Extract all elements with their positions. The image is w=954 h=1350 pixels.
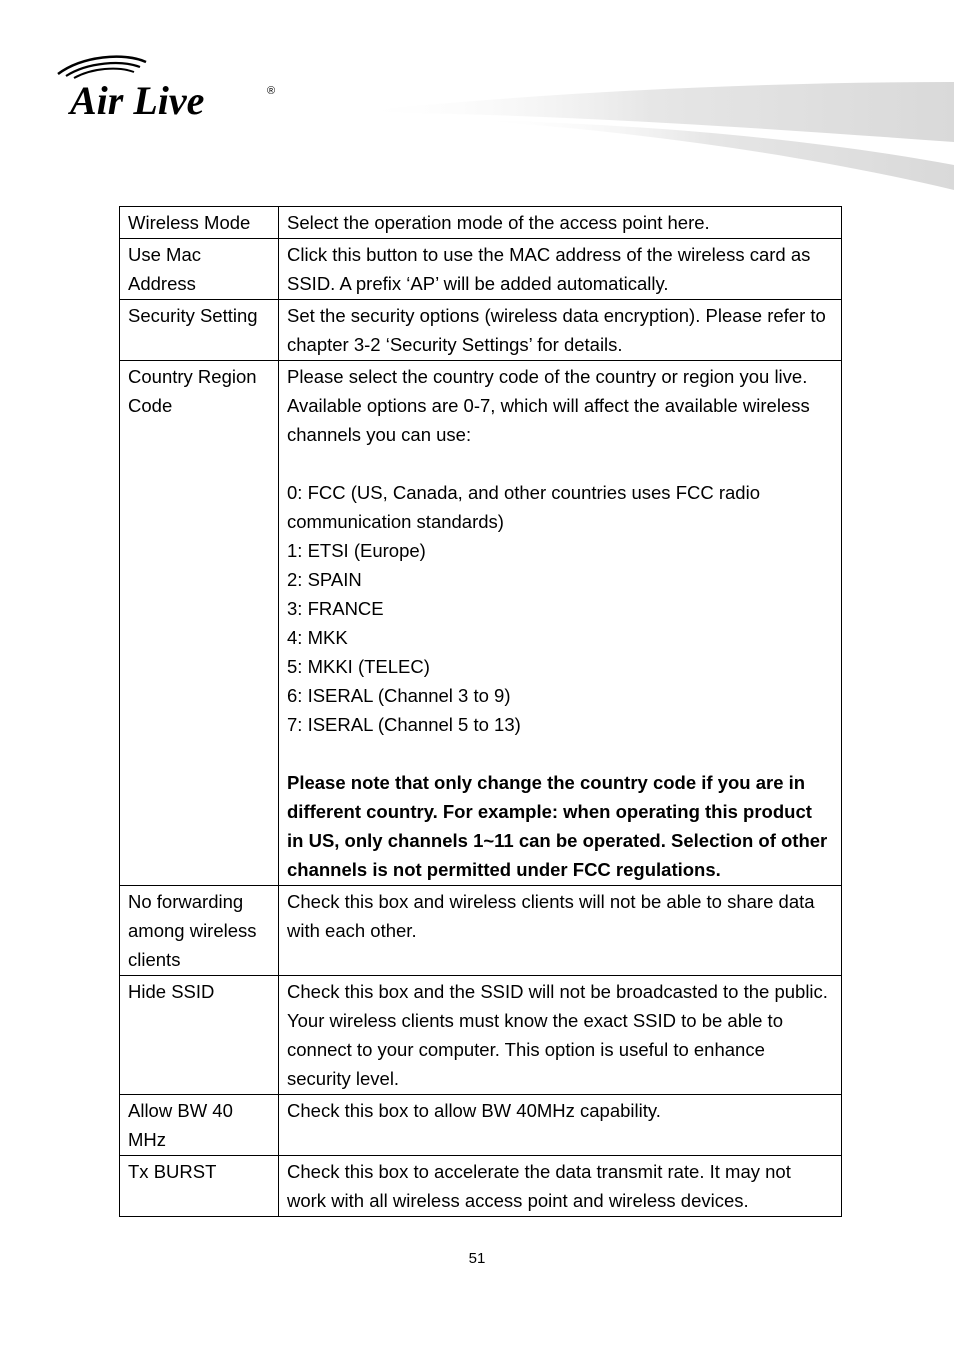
country-code-option: 6: ISERAL (Channel 3 to 9) bbox=[287, 685, 511, 706]
fcc-warning-note: Please note that only change the country code if you are in different country. For example: when operating this product in US, only channels 1~11 can be operated. Selection of other channels is not permitted under FCC regulations. bbox=[287, 772, 828, 880]
table-row bbox=[120, 361, 842, 886]
country-code-option: 2: SPAIN bbox=[287, 569, 362, 590]
table-row bbox=[120, 239, 842, 300]
registered-mark: ® bbox=[267, 85, 276, 97]
setting-name: Allow BW 40 MHz bbox=[120, 1095, 279, 1156]
setting-name: Country Region Code bbox=[120, 361, 279, 886]
table-row bbox=[120, 1095, 842, 1156]
table-row bbox=[120, 886, 842, 976]
airlive-logo bbox=[52, 52, 292, 122]
table-row bbox=[120, 976, 842, 1095]
country-code-option: 3: FRANCE bbox=[287, 598, 384, 619]
setting-description: Check this box to accelerate the data transmit rate. It may not work with all wireless access point and wireless devices. bbox=[279, 1156, 842, 1217]
country-code-option: 1: ETSI (Europe) bbox=[287, 540, 426, 561]
setting-name: Tx BURST bbox=[120, 1156, 279, 1217]
setting-description: Select the operation mode of the access point here. bbox=[279, 207, 842, 239]
country-code-option: 0: FCC (US, Canada, and other countries uses FCC radio communication standards) bbox=[287, 482, 760, 532]
page-number: 51 bbox=[468, 1250, 486, 1267]
setting-name: Wireless Mode bbox=[120, 207, 279, 239]
setting-description: Check this box and the SSID will not be broadcasted to the public. Your wireless clients must know the exact SSID to be able to connect to your computer. This option is useful to enhance security level. bbox=[279, 976, 842, 1095]
country-code-option: 4: MKK bbox=[287, 627, 348, 648]
setting-name: Security Setting bbox=[120, 300, 279, 361]
setting-name: Use Mac Address bbox=[120, 239, 279, 300]
setting-name: Hide SSID bbox=[120, 976, 279, 1095]
setting-description: Check this box to allow BW 40MHz capability. bbox=[279, 1095, 842, 1156]
setting-description: Click this button to use the MAC address of the wireless card as SSID. A prefix ‘AP’ will be added automatically. bbox=[279, 239, 842, 300]
logo-text: Air Live bbox=[70, 78, 205, 122]
setting-description: Check this box and wireless clients will not be able to share data with each other. bbox=[279, 886, 842, 976]
table-row bbox=[120, 1156, 842, 1217]
page-header bbox=[0, 0, 954, 200]
settings-description-table bbox=[119, 206, 842, 1217]
setting-name: No forwarding among wireless clients bbox=[120, 886, 279, 976]
country-code-intro: Please select the country code of the country or region you live. Available options are 0-7, which will affect the available wireless channels you can use: bbox=[287, 366, 810, 445]
setting-description: Set the security options (wireless data encryption). Please refer to chapter 3-2 ‘Security Settings’ for details. bbox=[279, 300, 842, 361]
table-row bbox=[120, 207, 842, 239]
country-code-option: 5: MKKI (TELEC) bbox=[287, 656, 430, 677]
country-code-option: 7: ISERAL (Channel 5 to 13) bbox=[287, 714, 521, 735]
setting-description bbox=[279, 361, 842, 886]
table-row bbox=[120, 300, 842, 361]
